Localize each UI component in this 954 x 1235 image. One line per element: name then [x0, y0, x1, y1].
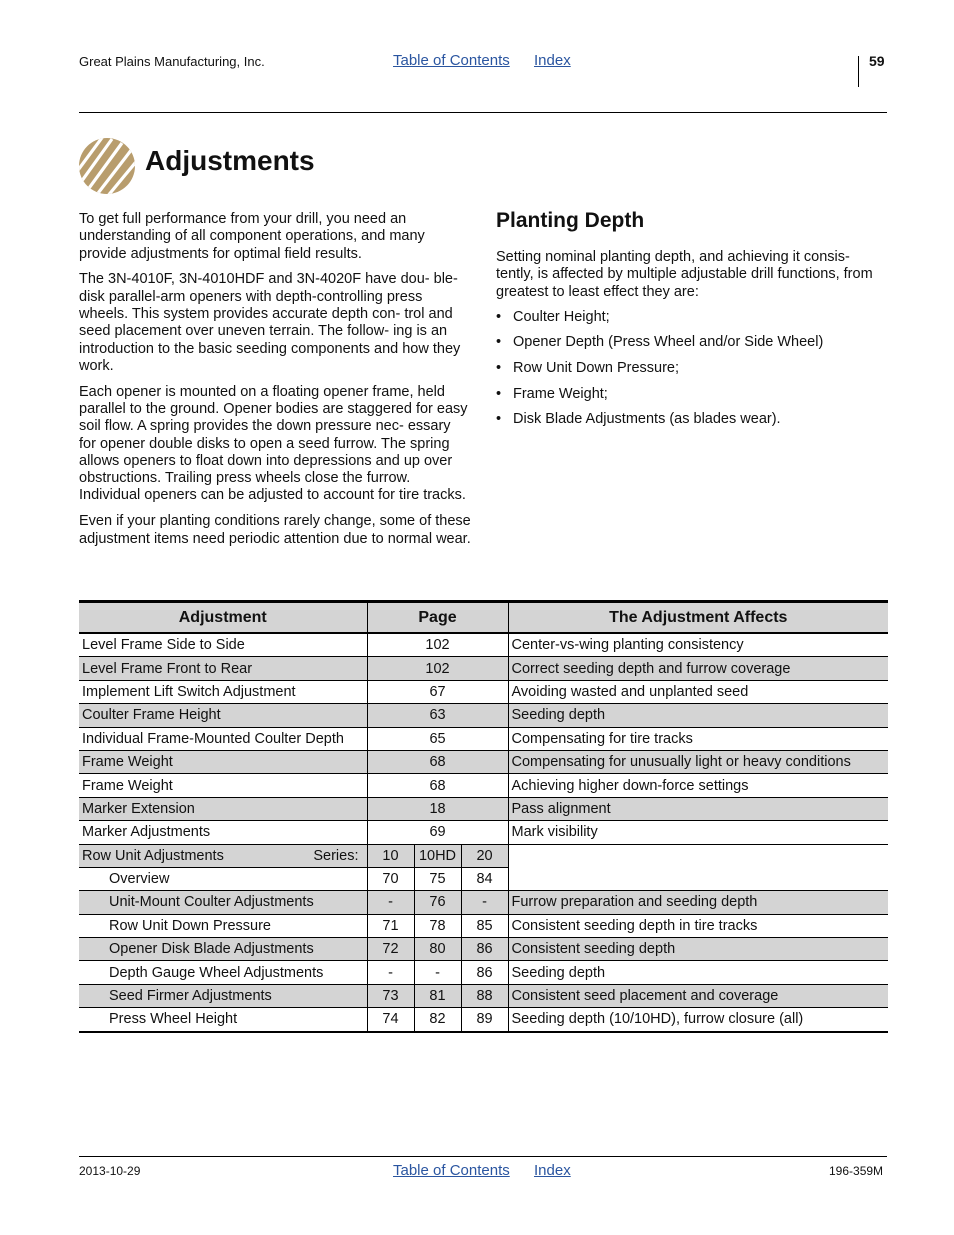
- page-cell: 102: [367, 633, 508, 657]
- table-row: [79, 727, 888, 750]
- planting-depth-heading: Planting Depth: [496, 209, 645, 232]
- page-cell: 69: [367, 821, 508, 844]
- table-row: [79, 750, 888, 773]
- affects-cell: Achieving higher down-force settings: [508, 774, 888, 797]
- header-toc-link[interactable]: Table of Contents: [393, 52, 510, 69]
- affects-cell: Seeding depth: [508, 704, 888, 727]
- intro-paragraph: The 3N-4010F, 3N-4010HDF and 3N-4020F have dou- ble-disk parallel-arm openers with depth-controlling press wheels. This system provides accurate depth con- trol and seed placement over uneven terrain. The follow- ing is an introduction to the basic seeding components and how they work.: [79, 271, 461, 374]
- table-row: [79, 891, 888, 914]
- planting-depth-section: [496, 207, 888, 437]
- series-label: Series:: [313, 847, 359, 864]
- table-row: [79, 657, 888, 680]
- page-cell: 18: [367, 797, 508, 820]
- row-unit-label: Row Unit Adjustments: [82, 847, 224, 864]
- intro-paragraph: To get full performance from your drill, you need an understanding of all component operations, and many provide adjustments for optimal field results.: [79, 211, 425, 262]
- table-row: [79, 821, 888, 844]
- great-plains-logo-icon: [78, 137, 136, 195]
- intro-paragraph: Each opener is mounted on a floating opener frame, held parallel to the ground. Opener bodies are staggered for easy soil flow. A spring provides the down pressure nec- essary for opener double disks to open a seed furrow. The spring allows openers to float down into depressions and up over obstructions. Trailing press wheels close the furrow. Individual openers can be adjusted to account for tire tracks.: [79, 383, 468, 504]
- footer-toc-link[interactable]: Table of Contents: [393, 1162, 510, 1179]
- page-10hd-cell: 81: [414, 984, 461, 1007]
- footer-rule: [79, 1156, 887, 1157]
- adjustments-table: [79, 600, 888, 1033]
- page-10hd-cell: 78: [414, 914, 461, 937]
- table-row: [79, 633, 888, 657]
- row-unit-header-row: [79, 844, 888, 867]
- table-row: [79, 704, 888, 727]
- page-20-cell: 84: [461, 867, 508, 890]
- page-10hd-cell: 80: [414, 938, 461, 961]
- affects-cell: Compensating for tire tracks: [508, 727, 888, 750]
- page-20-cell: 88: [461, 984, 508, 1007]
- column-header-adjustment: Adjustment: [79, 602, 367, 634]
- intro-column: [79, 211, 471, 556]
- list-item-text: Frame Weight;: [513, 385, 608, 402]
- affects-cell-empty: [508, 844, 888, 891]
- table-row: [79, 961, 888, 984]
- bullet-icon: •: [496, 334, 502, 351]
- header-company: Great Plains Manufacturing, Inc.: [79, 54, 265, 69]
- page-cell: 65: [367, 727, 508, 750]
- page-10-cell: -: [367, 891, 414, 914]
- row-unit-item-cell: Unit-Mount Coulter Adjustments: [79, 891, 367, 914]
- list-item: [496, 334, 888, 351]
- page-cell: 68: [367, 774, 508, 797]
- table-row: [79, 1008, 888, 1032]
- list-item-text: Coulter Height;: [513, 308, 610, 325]
- bullet-icon: •: [496, 360, 502, 377]
- list-item: [496, 411, 888, 428]
- table-row: [79, 984, 888, 1007]
- table-row: [79, 938, 888, 961]
- series-10hd-cell: 10HD: [414, 844, 461, 867]
- page-20-cell: 89: [461, 1008, 508, 1032]
- bullet-icon: •: [496, 411, 502, 428]
- affects-cell: Seeding depth (10/10HD), furrow closure (all): [508, 1008, 888, 1032]
- table-header-row: [79, 602, 888, 634]
- affects-cell: Avoiding wasted and unplanted seed: [508, 680, 888, 703]
- planting-depth-list: [496, 309, 888, 429]
- page-20-cell: -: [461, 891, 508, 914]
- row-unit-item-cell: Press Wheel Height: [79, 1008, 367, 1032]
- table-row: [79, 680, 888, 703]
- page-cell: 63: [367, 704, 508, 727]
- affects-cell: Consistent seeding depth: [508, 938, 888, 961]
- table-row: [79, 914, 888, 937]
- bullet-icon: •: [496, 385, 502, 402]
- adjustment-cell: Coulter Frame Height: [79, 704, 367, 727]
- list-item: [496, 386, 888, 403]
- page-title: Adjustments: [145, 145, 315, 176]
- page-10hd-cell: 82: [414, 1008, 461, 1032]
- affects-cell: Furrow preparation and seeding depth: [508, 891, 888, 914]
- page-10-cell: 71: [367, 914, 414, 937]
- intro-paragraph: Even if your planting conditions rarely change, some of these adjustment items need periodic attention due to normal wear.: [79, 513, 471, 547]
- affects-cell: Compensating for unusually light or heavy conditions: [508, 750, 888, 773]
- row-unit-item-cell: Seed Firmer Adjustments: [79, 984, 367, 1007]
- row-unit-label-cell: [79, 844, 367, 867]
- row-unit-item-cell: Row Unit Down Pressure: [79, 914, 367, 937]
- bullet-icon: •: [496, 308, 502, 325]
- affects-cell: Pass alignment: [508, 797, 888, 820]
- row-unit-item-cell: Opener Disk Blade Adjustments: [79, 938, 367, 961]
- series-20-cell: 20: [461, 844, 508, 867]
- page-cell: 68: [367, 750, 508, 773]
- page-10hd-cell: 75: [414, 867, 461, 890]
- page-10-cell: -: [367, 961, 414, 984]
- page-10-cell: 70: [367, 867, 414, 890]
- planting-depth-intro: Setting nominal planting depth, and achieving it consis- tently, is affected by multiple adjustable drill functions, from greatest to least effect they are:: [496, 249, 873, 300]
- adjustment-cell: Frame Weight: [79, 774, 367, 797]
- series-10-cell: 10: [367, 844, 414, 867]
- column-header-affects: The Adjustment Affects: [508, 602, 888, 634]
- list-item: [496, 360, 888, 377]
- row-unit-item-cell: Overview: [79, 867, 367, 890]
- page-number-divider: [858, 56, 859, 87]
- list-item-text: Disk Blade Adjustments (as blades wear).: [513, 411, 781, 428]
- row-unit-item-cell: Depth Gauge Wheel Adjustments: [79, 961, 367, 984]
- list-item-text: Row Unit Down Pressure;: [513, 360, 679, 377]
- footer-doc-code: 196-359M: [829, 1164, 884, 1178]
- adjustment-cell: Level Frame Front to Rear: [79, 657, 367, 680]
- footer-date: 2013-10-29: [79, 1164, 141, 1178]
- table-row: [79, 797, 888, 820]
- page-20-cell: 86: [461, 938, 508, 961]
- header-rule: [79, 112, 887, 113]
- page-10-cell: 72: [367, 938, 414, 961]
- page-10hd-cell: 76: [414, 891, 461, 914]
- adjustment-cell: Individual Frame-Mounted Coulter Depth: [79, 727, 367, 750]
- affects-cell: Mark visibility: [508, 821, 888, 844]
- adjustment-cell: Implement Lift Switch Adjustment: [79, 680, 367, 703]
- page-10hd-cell: -: [414, 961, 461, 984]
- affects-cell: Center-vs-wing planting consistency: [508, 633, 888, 657]
- affects-cell: Seeding depth: [508, 961, 888, 984]
- list-item: [496, 309, 888, 326]
- list-item-text: Opener Depth (Press Wheel and/or Side Wheel): [513, 334, 824, 351]
- footer-index-link[interactable]: Index: [534, 1162, 571, 1179]
- adjustment-cell: Marker Extension: [79, 797, 367, 820]
- adjustment-cell: Level Frame Side to Side: [79, 633, 367, 657]
- page-10-cell: 74: [367, 1008, 414, 1032]
- page-cell: 67: [367, 680, 508, 703]
- affects-cell: Consistent seed placement and coverage: [508, 984, 888, 1007]
- affects-cell: Correct seeding depth and furrow coverage: [508, 657, 888, 680]
- affects-cell: Consistent seeding depth in tire tracks: [508, 914, 888, 937]
- page-20-cell: 85: [461, 914, 508, 937]
- page-20-cell: 86: [461, 961, 508, 984]
- column-header-page: Page: [367, 602, 508, 634]
- table-row: [79, 774, 888, 797]
- page-number: 59: [869, 53, 885, 69]
- adjustment-cell: Frame Weight: [79, 750, 367, 773]
- page-cell: 102: [367, 657, 508, 680]
- adjustment-cell: Marker Adjustments: [79, 821, 367, 844]
- page-10-cell: 73: [367, 984, 414, 1007]
- header-index-link[interactable]: Index: [534, 52, 571, 69]
